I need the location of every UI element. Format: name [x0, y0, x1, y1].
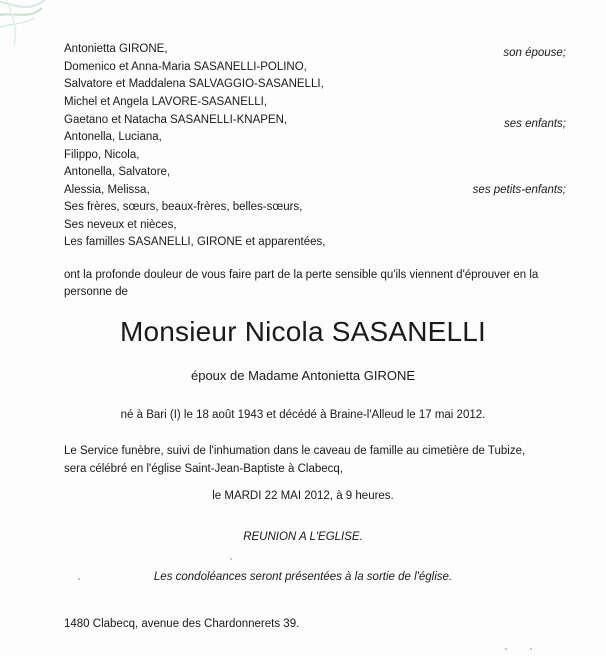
family-line: Ses neveux et nièces, [64, 219, 177, 231]
scan-speck [230, 558, 232, 560]
family-line: Ses frères, sœurs, beaux-frères, belles-sœurs, [64, 201, 303, 213]
announcement-line: personne de [64, 286, 128, 298]
address: 1480 Clabecq, avenue des Chardonnerets 39. [64, 618, 300, 630]
announcement-line: ont la profonde douleur de vous faire part de la perte sensible qu'ils viennent d'éprouver en la [64, 269, 539, 281]
role-epouse: son épouse; [503, 47, 566, 59]
service-line: Le Service funèbre, suivi de l'inhumation dans le caveau de famille au cimetière de Tubize, [64, 445, 526, 457]
deceased-name: Monsieur Nicola SASANELLI [119, 316, 487, 347]
family-line: Antonella, Luciana, [64, 131, 162, 143]
family-line: Gaetano et Natacha SASANELLI-KNAPEN, [64, 114, 288, 126]
role-petits-enfants: ses petits-enfants; [472, 184, 566, 196]
spouse-line: époux de Madame Antonietta GIRONE [190, 368, 415, 383]
scan-speck [78, 578, 80, 580]
scan-speck [505, 648, 507, 650]
leaf-decoration-icon [0, 0, 64, 50]
family-line: Les familles SASANELLI, GIRONE et apparentées, [64, 236, 326, 248]
family-line: Antonietta GIRONE, [64, 43, 168, 55]
reunion-note: REUNION A L'EGLISE. [243, 531, 363, 543]
role-enfants: ses enfants; [503, 118, 566, 130]
service-line: sera célébré en l'église Saint-Jean-Baptiste à Clabecq, [64, 463, 343, 475]
life-dates: né à Bari (I) le 18 août 1943 et décédé à Braine-l'Alleud le 17 mai 2012. [120, 409, 486, 421]
family-line: Filippo, Nicola, [64, 149, 140, 161]
family-line: Antonella, Salvatore, [64, 166, 171, 178]
family-line: Alessia, Melissa, [64, 184, 150, 196]
family-line: Michel et Angela LAVORE-SASANELLI, [64, 96, 268, 108]
service-date: le MARDI 22 MAI 2012, à 9 heures. [212, 490, 394, 502]
family-line: Salvatore et Maddalena SALVAGGIO-SASANELLI, [64, 78, 324, 90]
condolences-note: Les condoléances seront présentées à la sortie de l'église. [153, 571, 453, 583]
family-line: Domenico et Anna-Maria SASANELLI-POLINO, [64, 61, 307, 73]
scan-speck [530, 648, 532, 650]
